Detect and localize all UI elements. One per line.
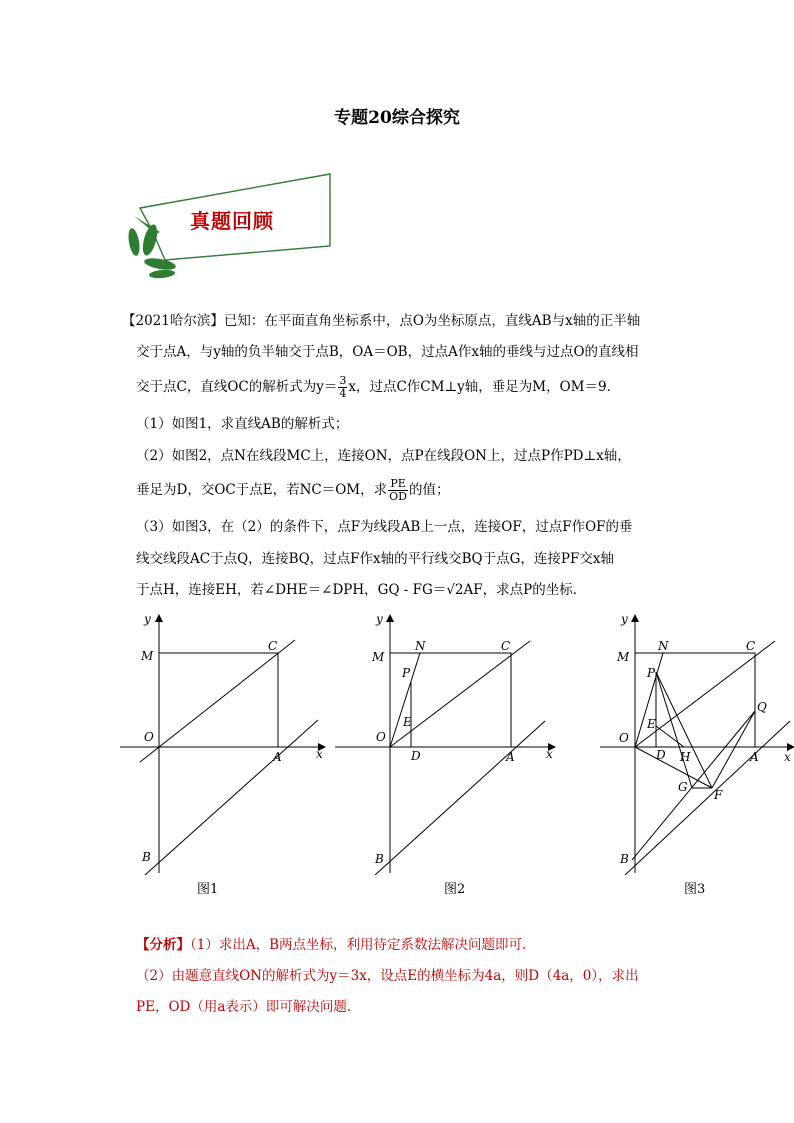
label-Q: Q [757,700,767,714]
label-F: F [714,788,723,802]
label-x: x [316,747,323,761]
figure-3 [600,605,794,875]
analysis-line-1: 【分析】（1）求出A，B两点坐标，利用待定系数法解决问题即可． [136,937,536,953]
label-H: H [680,750,691,764]
question-1: （1）如图1，求直线AB的解析式； [136,416,349,432]
figure-3-caption: 图3 [684,882,706,897]
question-3-line-2: 线交线段AC于点Q，连接BQ，过点F作x轴的平行线交BQ于点G，连接PF交x轴 [136,551,614,567]
figure-2-caption: 图2 [444,882,466,897]
label-x: x [546,747,553,761]
label-C: C [501,639,511,653]
fraction-3-4: $\frac{3}{4}$ [339,374,347,400]
label-N: N [658,639,669,653]
label-E: E [647,717,656,731]
question-3-line-3: 于点H，连接EH，若∠DHE＝∠DPH，GQ - FG＝√2AF，求点P的坐标． [136,582,587,598]
label-N: N [415,639,426,653]
label-E: E [403,715,412,729]
label-y: y [621,612,628,626]
label-P: P [647,666,656,680]
analysis-line-3: PE，OD（用a表示）即可解决问题． [136,999,361,1015]
page-title: 专题20综合探究 [334,108,460,128]
label-x: x [784,750,791,764]
label-y: y [376,612,383,626]
label-B: B [142,850,151,864]
question-2-line-1: （2）如图2，点N在线段MC上，连接ON，点P在线段ON上，过点P作PD⊥x轴， [136,448,631,464]
source-tag: 【2021哈尔滨】 [122,313,224,329]
analysis-tag: 【分析】 [136,937,190,953]
problem-line-2: 交于点A，与y轴的负半轴交于点B，OA＝OB，过点A作x轴的垂线与过点O的直线相 [136,344,639,360]
label-O: O [376,730,386,744]
analysis-line-2: （2）由题意直线ON的解析式为y＝3x，设点E的横坐标为4a，则D（4a，0），求出 [136,968,639,984]
label-M: M [372,650,385,664]
label-D: D [656,748,666,762]
figure-1-caption: 图1 [197,882,219,897]
label-M: M [141,649,154,663]
problem-line-1: 【2021哈尔滨】已知：在平面直角坐标系中，点O为坐标原点，直线AB与x轴的正半轴 [122,313,641,329]
label-O: O [619,731,629,745]
fraction-pe-od: $\frac{PE}{OD}$ [389,477,407,503]
label-G: G [678,780,688,794]
figure-2 [335,605,560,875]
banner-label: 真题回顾 [190,209,274,233]
label-y: y [144,612,151,626]
label-B: B [375,852,384,866]
label-A: A [273,750,282,764]
question-2-line-2: 垂足为D，交OC于点E，若NC＝OM，求 $\frac{PE}{OD}$ 的值； [136,477,450,503]
label-C: C [746,639,756,653]
figure-1 [120,605,335,875]
label-M: M [617,650,630,664]
label-A: A [506,750,515,764]
question-3-line-1: （3）如图3，在（2）的条件下，点F为线段AB上一点，连接OF，过点F作OF的垂 [136,519,633,535]
label-B: B [620,852,629,866]
label-D: D [411,749,421,763]
problem-line-3: 交于点C，直线OC的解析式为y＝ $\frac{3}{4}$ x，过点C作CM⊥y轴，垂足为M，OM＝9． [136,374,621,400]
label-P: P [402,666,411,680]
label-A: A [750,750,759,764]
sqrt-2: √2 [446,582,464,598]
label-O: O [144,730,154,744]
label-C: C [268,639,278,653]
